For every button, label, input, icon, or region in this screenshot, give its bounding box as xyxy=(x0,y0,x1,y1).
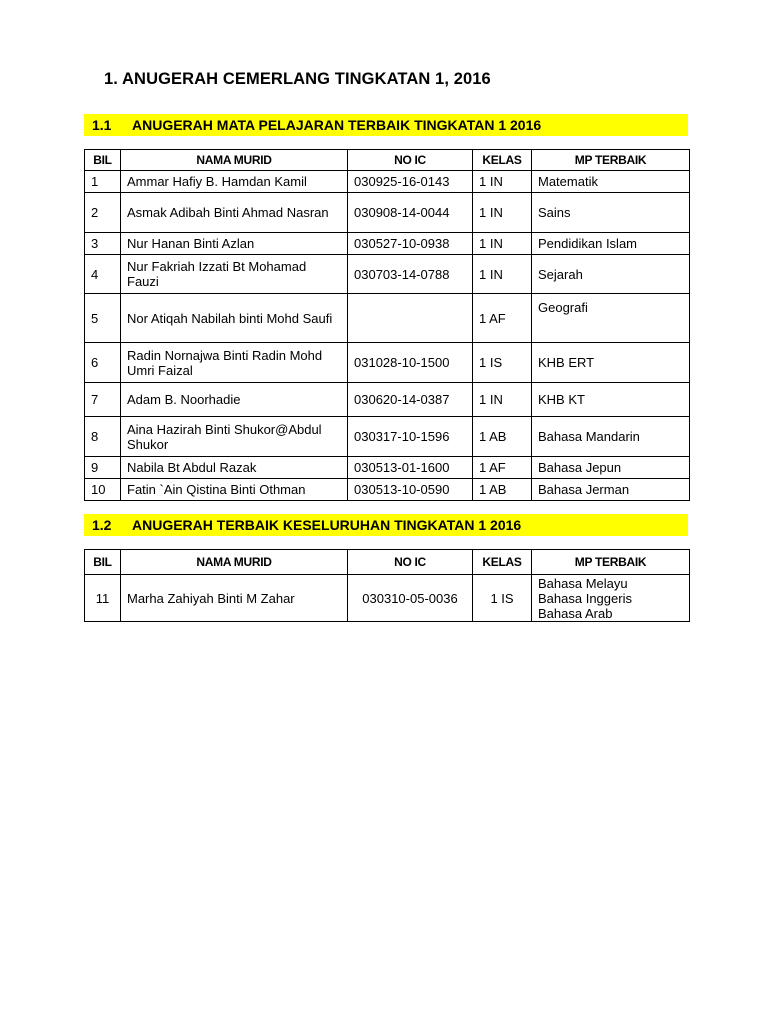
table-row xyxy=(85,233,690,255)
section-1-number: 1.1 xyxy=(92,117,112,133)
cell-kelas: 1 IS xyxy=(473,343,532,383)
table-header-row xyxy=(85,550,690,575)
column-header-mp-terbaik: MP TERBAIK xyxy=(532,150,690,171)
cell-bil: 10 xyxy=(85,479,121,501)
column-header-kelas: KELAS xyxy=(473,150,532,171)
cell-bil: 6 xyxy=(85,343,121,383)
cell-bil: 2 xyxy=(85,193,121,233)
column-header-bil: BIL xyxy=(85,150,121,171)
cell-mp: Geografi xyxy=(532,294,690,343)
column-header-nama-murid: NAMA MURID xyxy=(121,550,348,575)
cell-bil: 4 xyxy=(85,255,121,294)
cell-ic: 031028-10-1500 xyxy=(348,343,473,383)
cell-mp: Pendidikan Islam xyxy=(532,233,690,255)
cell-mp: Matematik xyxy=(532,171,690,193)
table-row xyxy=(85,255,690,294)
cell-ic: 030317-10-1596 xyxy=(348,417,473,457)
cell-ic: 030925-16-0143 xyxy=(348,171,473,193)
table-row xyxy=(85,575,690,622)
cell-bil: 1 xyxy=(85,171,121,193)
cell-bil: 3 xyxy=(85,233,121,255)
table-row xyxy=(85,457,690,479)
cell-kelas: 1 IN xyxy=(473,383,532,417)
cell-nama: Marha Zahiyah Binti M Zahar xyxy=(121,575,348,622)
cell-bil: 7 xyxy=(85,383,121,417)
cell-mp: KHB ERT xyxy=(532,343,690,383)
table-row xyxy=(85,343,690,383)
section-1-heading xyxy=(84,114,688,136)
mp-item: Bahasa Arab xyxy=(538,605,613,621)
column-header-nama-murid: NAMA MURID xyxy=(121,150,348,171)
cell-kelas: 1 IN xyxy=(473,171,532,193)
cell-ic: 030513-10-0590 xyxy=(348,479,473,501)
cell-ic: 030620-14-0387 xyxy=(348,383,473,417)
table-row xyxy=(85,479,690,501)
section-2-number: 1.2 xyxy=(92,517,112,533)
cell-mp: Bahasa Jepun xyxy=(532,457,690,479)
cell-ic: 030527-10-0938 xyxy=(348,233,473,255)
table-row xyxy=(85,417,690,457)
cell-kelas: 1 IN xyxy=(473,193,532,233)
mp-item: Bahasa Inggeris xyxy=(538,590,632,606)
cell-nama: Nabila Bt Abdul Razak xyxy=(121,457,348,479)
column-header-bil: BIL xyxy=(85,550,121,575)
cell-nama: Nur Fakriah Izzati Bt Mohamad Fauzi xyxy=(121,255,348,294)
cell-kelas: 1 AB xyxy=(473,479,532,501)
section-2-title: ANUGERAH TERBAIK KESELURUHAN TINGKATAN 1 2016 xyxy=(132,517,522,533)
cell-kelas: 1 AF xyxy=(473,294,532,343)
subject-award-table xyxy=(84,149,690,501)
cell-ic xyxy=(348,294,473,343)
table-row xyxy=(85,294,690,343)
cell-bil: 9 xyxy=(85,457,121,479)
cell-nama: Radin Nornajwa Binti Radin Mohd Umri Faizal xyxy=(121,343,348,383)
cell-mp: Sejarah xyxy=(532,255,690,294)
cell-ic: 030310-05-0036 xyxy=(348,575,473,622)
cell-kelas: 1 IN xyxy=(473,233,532,255)
cell-bil: 11 xyxy=(85,575,121,622)
section-2-heading xyxy=(84,514,688,536)
cell-nama: Fatin `Ain Qistina Binti Othman xyxy=(121,479,348,501)
column-header-no-ic: NO IC xyxy=(348,550,473,575)
cell-mp: Bahasa Jerman xyxy=(532,479,690,501)
cell-nama: Ammar Hafiy B. Hamdan Kamil xyxy=(121,171,348,193)
cell-nama: Adam B. Noorhadie xyxy=(121,383,348,417)
overall-award-table xyxy=(84,549,690,622)
cell-nama: Nor Atiqah Nabilah binti Mohd Saufi xyxy=(121,294,348,343)
cell-ic: 030703-14-0788 xyxy=(348,255,473,294)
cell-mp: Sains xyxy=(532,193,690,233)
cell-kelas: 1 IS xyxy=(473,575,532,622)
mp-item: Bahasa Melayu xyxy=(538,575,628,591)
cell-nama: Nur Hanan Binti Azlan xyxy=(121,233,348,255)
cell-mp xyxy=(532,575,690,622)
cell-kelas: 1 IN xyxy=(473,255,532,294)
cell-bil: 8 xyxy=(85,417,121,457)
cell-kelas: 1 AF xyxy=(473,457,532,479)
table-header-row xyxy=(85,150,690,171)
table-row xyxy=(85,193,690,233)
cell-mp: Bahasa Mandarin xyxy=(532,417,690,457)
cell-ic: 030513-01-1600 xyxy=(348,457,473,479)
cell-nama: Aina Hazirah Binti Shukor@Abdul Shukor xyxy=(121,417,348,457)
document-title: 1. ANUGERAH CEMERLANG TINGKATAN 1, 2016 xyxy=(104,70,491,88)
column-header-no-ic: NO IC xyxy=(348,150,473,171)
cell-ic: 030908-14-0044 xyxy=(348,193,473,233)
cell-kelas: 1 AB xyxy=(473,417,532,457)
section-1-title: ANUGERAH MATA PELAJARAN TERBAIK TINGKATAN 1 2016 xyxy=(132,117,542,133)
cell-mp: KHB KT xyxy=(532,383,690,417)
table-row xyxy=(85,383,690,417)
table-row xyxy=(85,171,690,193)
column-header-kelas: KELAS xyxy=(473,550,532,575)
cell-bil: 5 xyxy=(85,294,121,343)
column-header-mp-terbaik: MP TERBAIK xyxy=(532,550,690,575)
cell-nama: Asmak Adibah Binti Ahmad Nasran xyxy=(121,193,348,233)
